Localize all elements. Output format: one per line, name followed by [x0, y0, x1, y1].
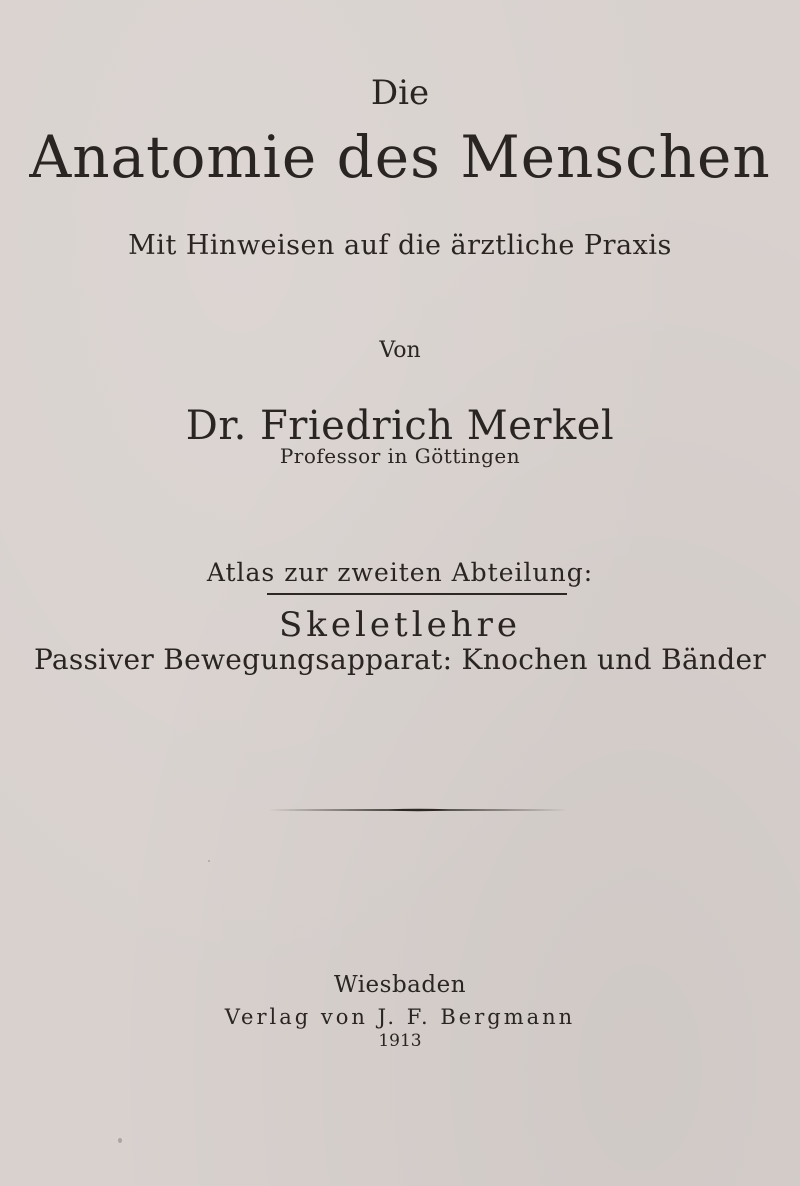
author-position: Professor in Göttingen — [279, 444, 521, 468]
book-subtitle: Mit Hinweisen auf die ärztliche Praxis — [128, 230, 672, 261]
ornamental-divider — [268, 807, 568, 813]
book-title: Anatomie des Menschen — [29, 123, 771, 191]
section-title: Skeletlehre — [279, 605, 521, 645]
publisher-city: Wiesbaden — [333, 972, 467, 998]
publisher-name: Verlag von J. F. Bergmann — [224, 1005, 576, 1029]
by-line: Von — [379, 338, 421, 363]
author-name: Dr. Friedrich Merkel — [185, 403, 615, 449]
section-subtitle: Passiver Bewegungsapparat: Knochen und Bänder — [33, 643, 767, 676]
atlas-heading: Atlas zur zweiten Abteilung: — [206, 558, 594, 587]
paper-speck — [118, 1138, 122, 1143]
title-article: Die — [370, 73, 430, 113]
publication-year: 1913 — [378, 1031, 422, 1051]
paper-speck — [208, 860, 210, 862]
atlas-heading-underline — [267, 593, 567, 595]
